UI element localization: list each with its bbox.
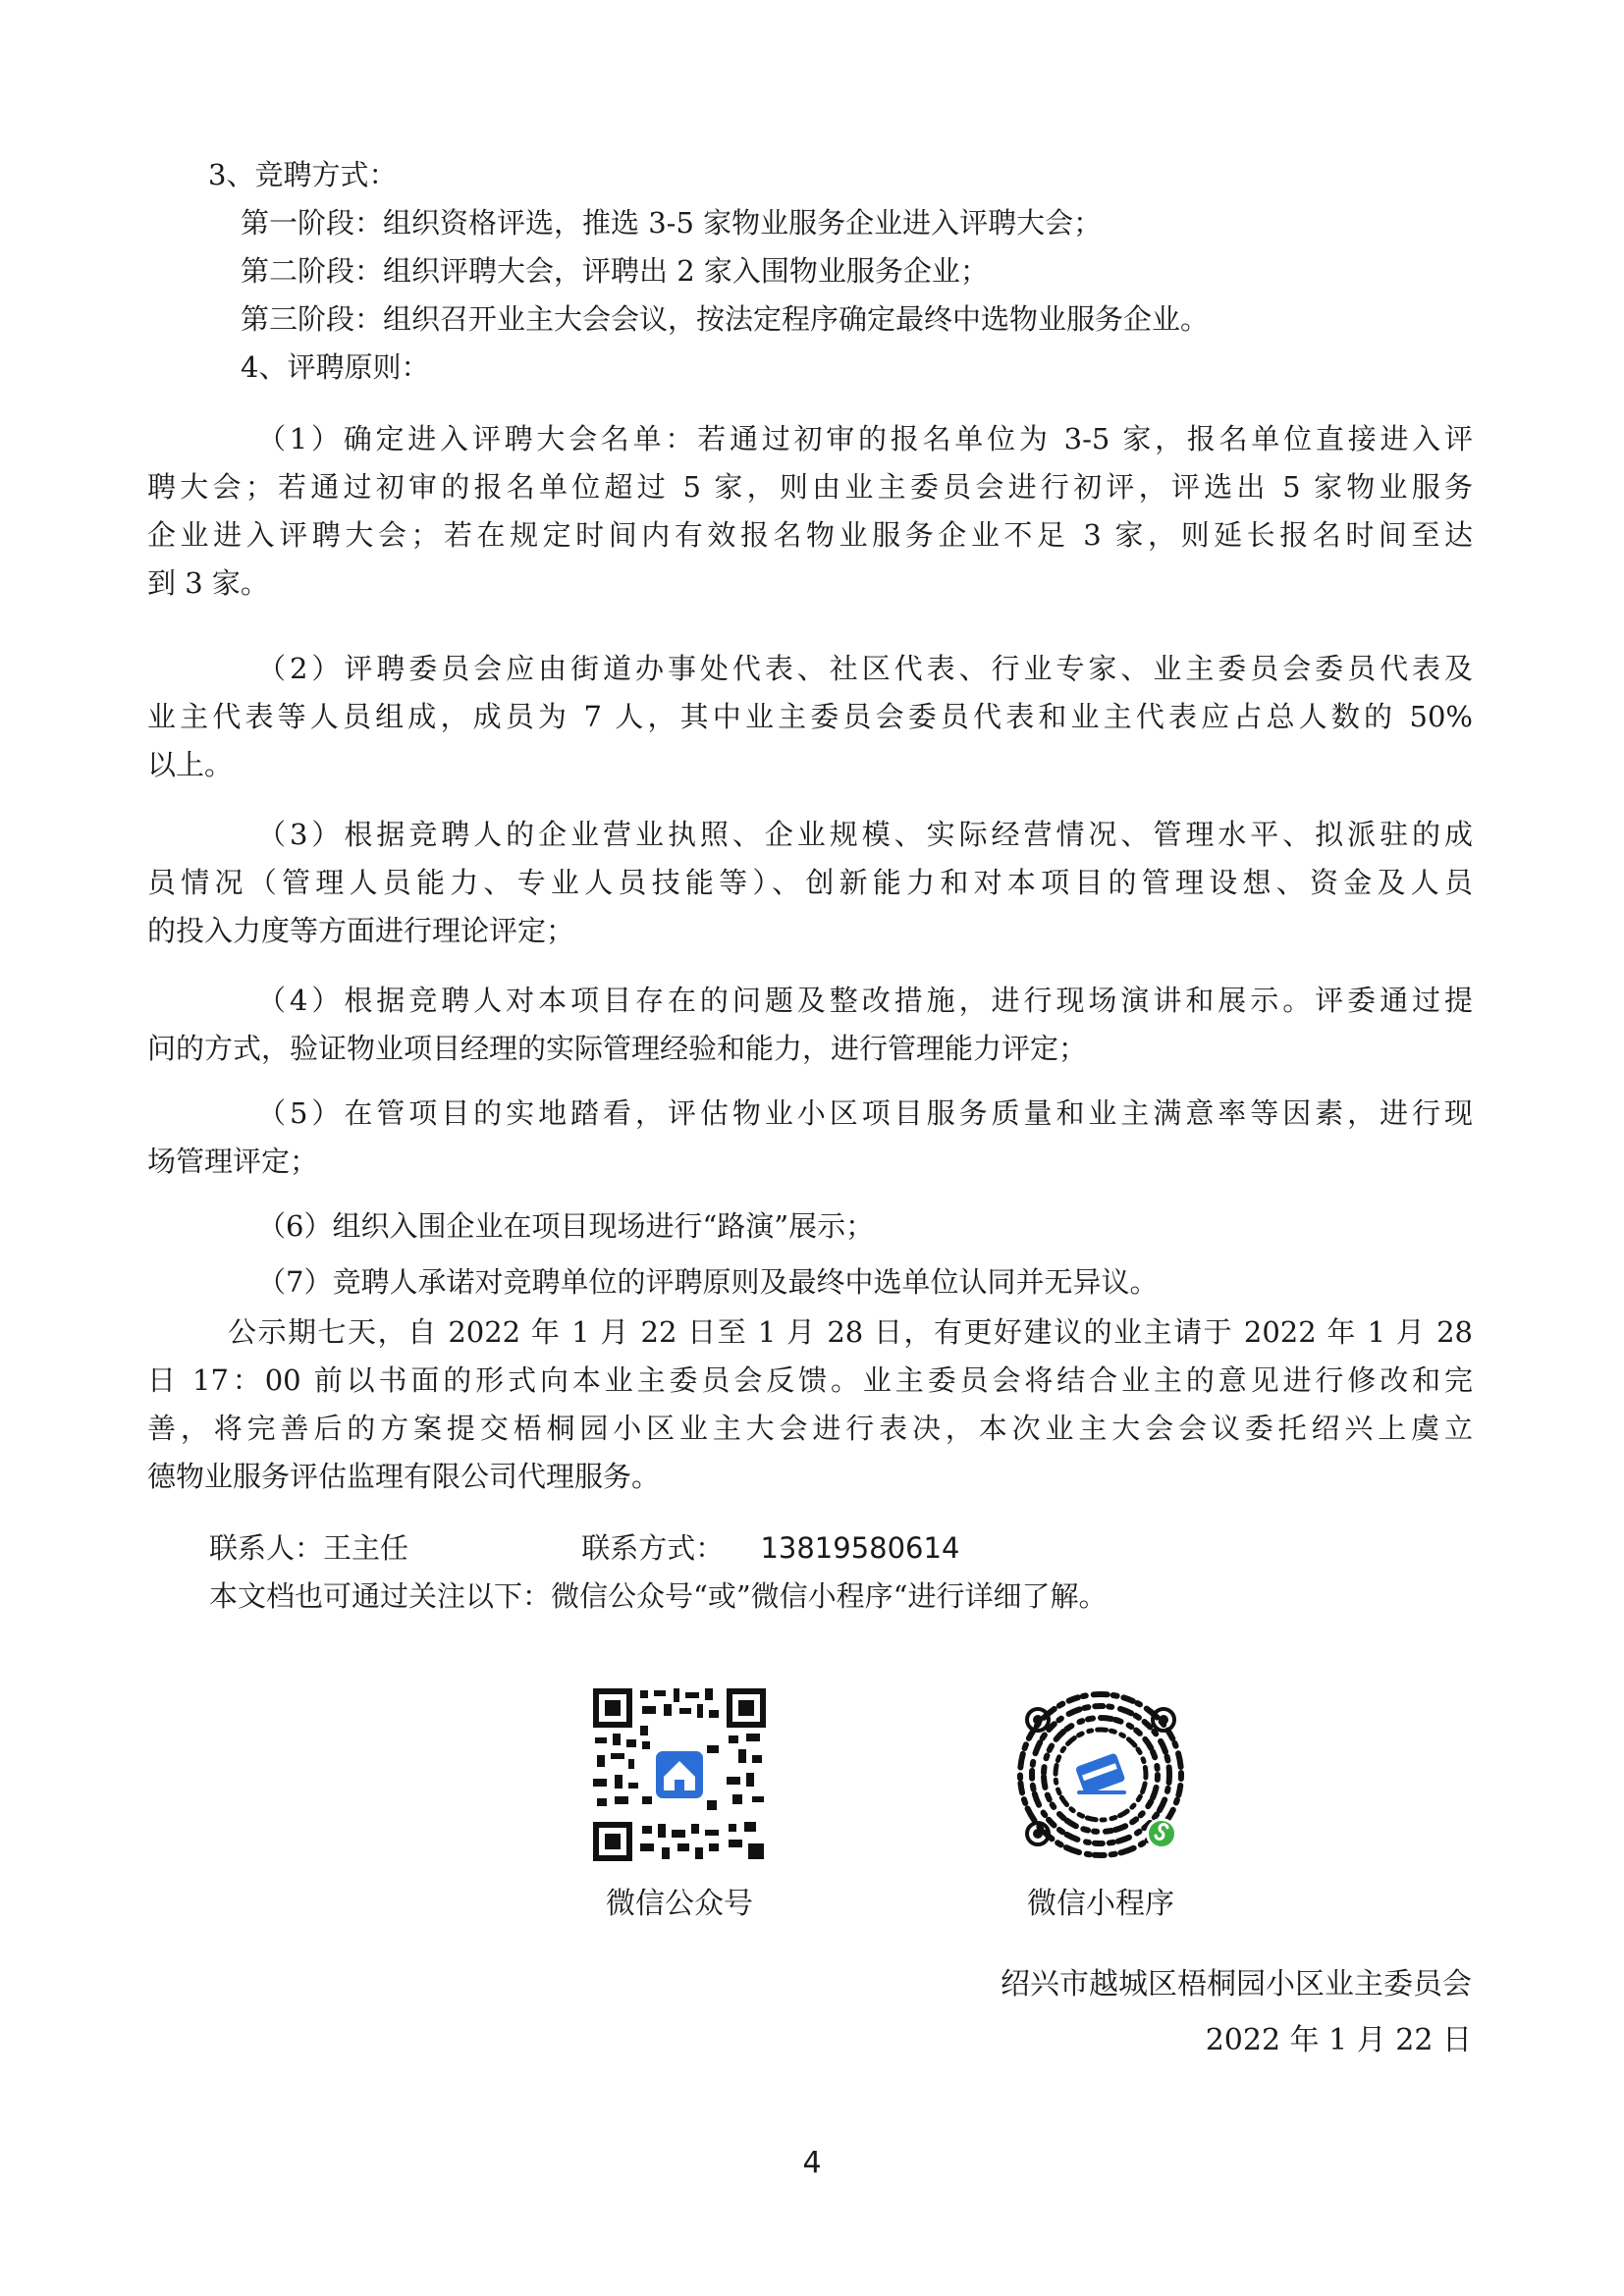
- official-account-qr-code: [591, 1686, 768, 1863]
- mini-program-code: [1012, 1686, 1189, 1863]
- notice-paragraph: 公示期七天，自 2022 年 1 月 22 日至 1 月 28 日，有更好建议的业主请于 2022 年 1 月 28 日 17：00 前以书面的形式向本业主委员会反馈。业主委员会将结合业主的意见进行修改和完 善，将完善后的方案提交梧桐园小区业主大会进行表决，本次业主大会会议委托绍兴上虞立 德物业服务评估监理有限公司代理服务。: [147, 1315, 1473, 1493]
- principle-7: （7）竞聘人承诺对竞聘单位的评聘原则及最终中选单位认同并无异议。: [257, 1265, 1159, 1299]
- stage-1: 第一阶段：组织资格评选，推选 3-5 家物业服务企业进入评聘大会；: [241, 206, 1103, 240]
- official-account-caption: 微信公众号: [606, 1887, 753, 1921]
- follow-instructions: 本文档也可通过关注以下：微信公众号“或”微信小程序“进行详细了解。: [209, 1579, 1108, 1613]
- principle-4: （4）根据竞聘人对本项目存在的问题及整改措施，进行现场演讲和展示。评委通过提 问的方式，验证物业项目经理的实际管理经验和能力，进行管理能力评定；: [147, 984, 1473, 1065]
- contact-person: 联系人：王主任: [209, 1531, 409, 1565]
- principle-6: （6）组织入围企业在项目现场进行“路演”展示；: [257, 1209, 875, 1243]
- signature-org: 绍兴市越城区梧桐园小区业主委员会: [1001, 1967, 1472, 2002]
- section-3-heading: 3、竞聘方式：: [208, 158, 398, 191]
- stage-2: 第二阶段：组织评聘大会，评聘出 2 家入围物业服务企业；: [241, 254, 989, 288]
- principle-1: （1）确定进入评聘大会名单：若通过初审的报名单位为 3-5 家，报名单位直接进入评 聘大会；若通过初审的报名单位超过 5 家，则由业主委员会进行初评，评选出 5 家物业服务 企业进入评聘大会；若在规定时间内有效报名物业服务企业不足 3 家，则延长报名时间至达 到 3 家。: [147, 422, 1473, 600]
- mini-program-caption: 微信小程序: [1027, 1887, 1174, 1921]
- principle-3: （3）根据竞聘人的企业营业执照、企业规模、实际经营情况、管理水平、拟派驻的成 员情况（管理人员能力、专业人员技能等）、创新能力和对本项目的管理设想、资金及人员 的投入力度等方面进行理论评定；: [147, 818, 1473, 947]
- contact-phone-label: 联系方式：: [581, 1531, 725, 1565]
- page-number: 4: [802, 2146, 822, 2180]
- section-4-heading: 4、评聘原则：: [241, 350, 430, 384]
- section-3: [147, 151, 1473, 344]
- principle-2: （2）评聘委员会应由街道办事处代表、社区代表、行业专家、业主委员会委员代表及 业主代表等人员组成，成员为 7 人，其中业主委员会委员代表和业主代表应占总人数的 50% 以上。: [147, 652, 1473, 781]
- principle-5: （5）在管项目的实地踏看，评估物业小区项目服务质量和业主满意率等因素，进行现 场管理评定；: [147, 1096, 1473, 1178]
- section-4: [147, 344, 1473, 392]
- contact-line: [209, 1524, 959, 1573]
- signature-date: 2022 年 1 月 22 日: [1205, 2023, 1472, 2057]
- stage-3: 第三阶段：组织召开业主大会会议，按法定程序确定最终中选物业服务企业。: [241, 302, 1210, 336]
- contact-phone: 13819580614: [760, 1531, 960, 1565]
